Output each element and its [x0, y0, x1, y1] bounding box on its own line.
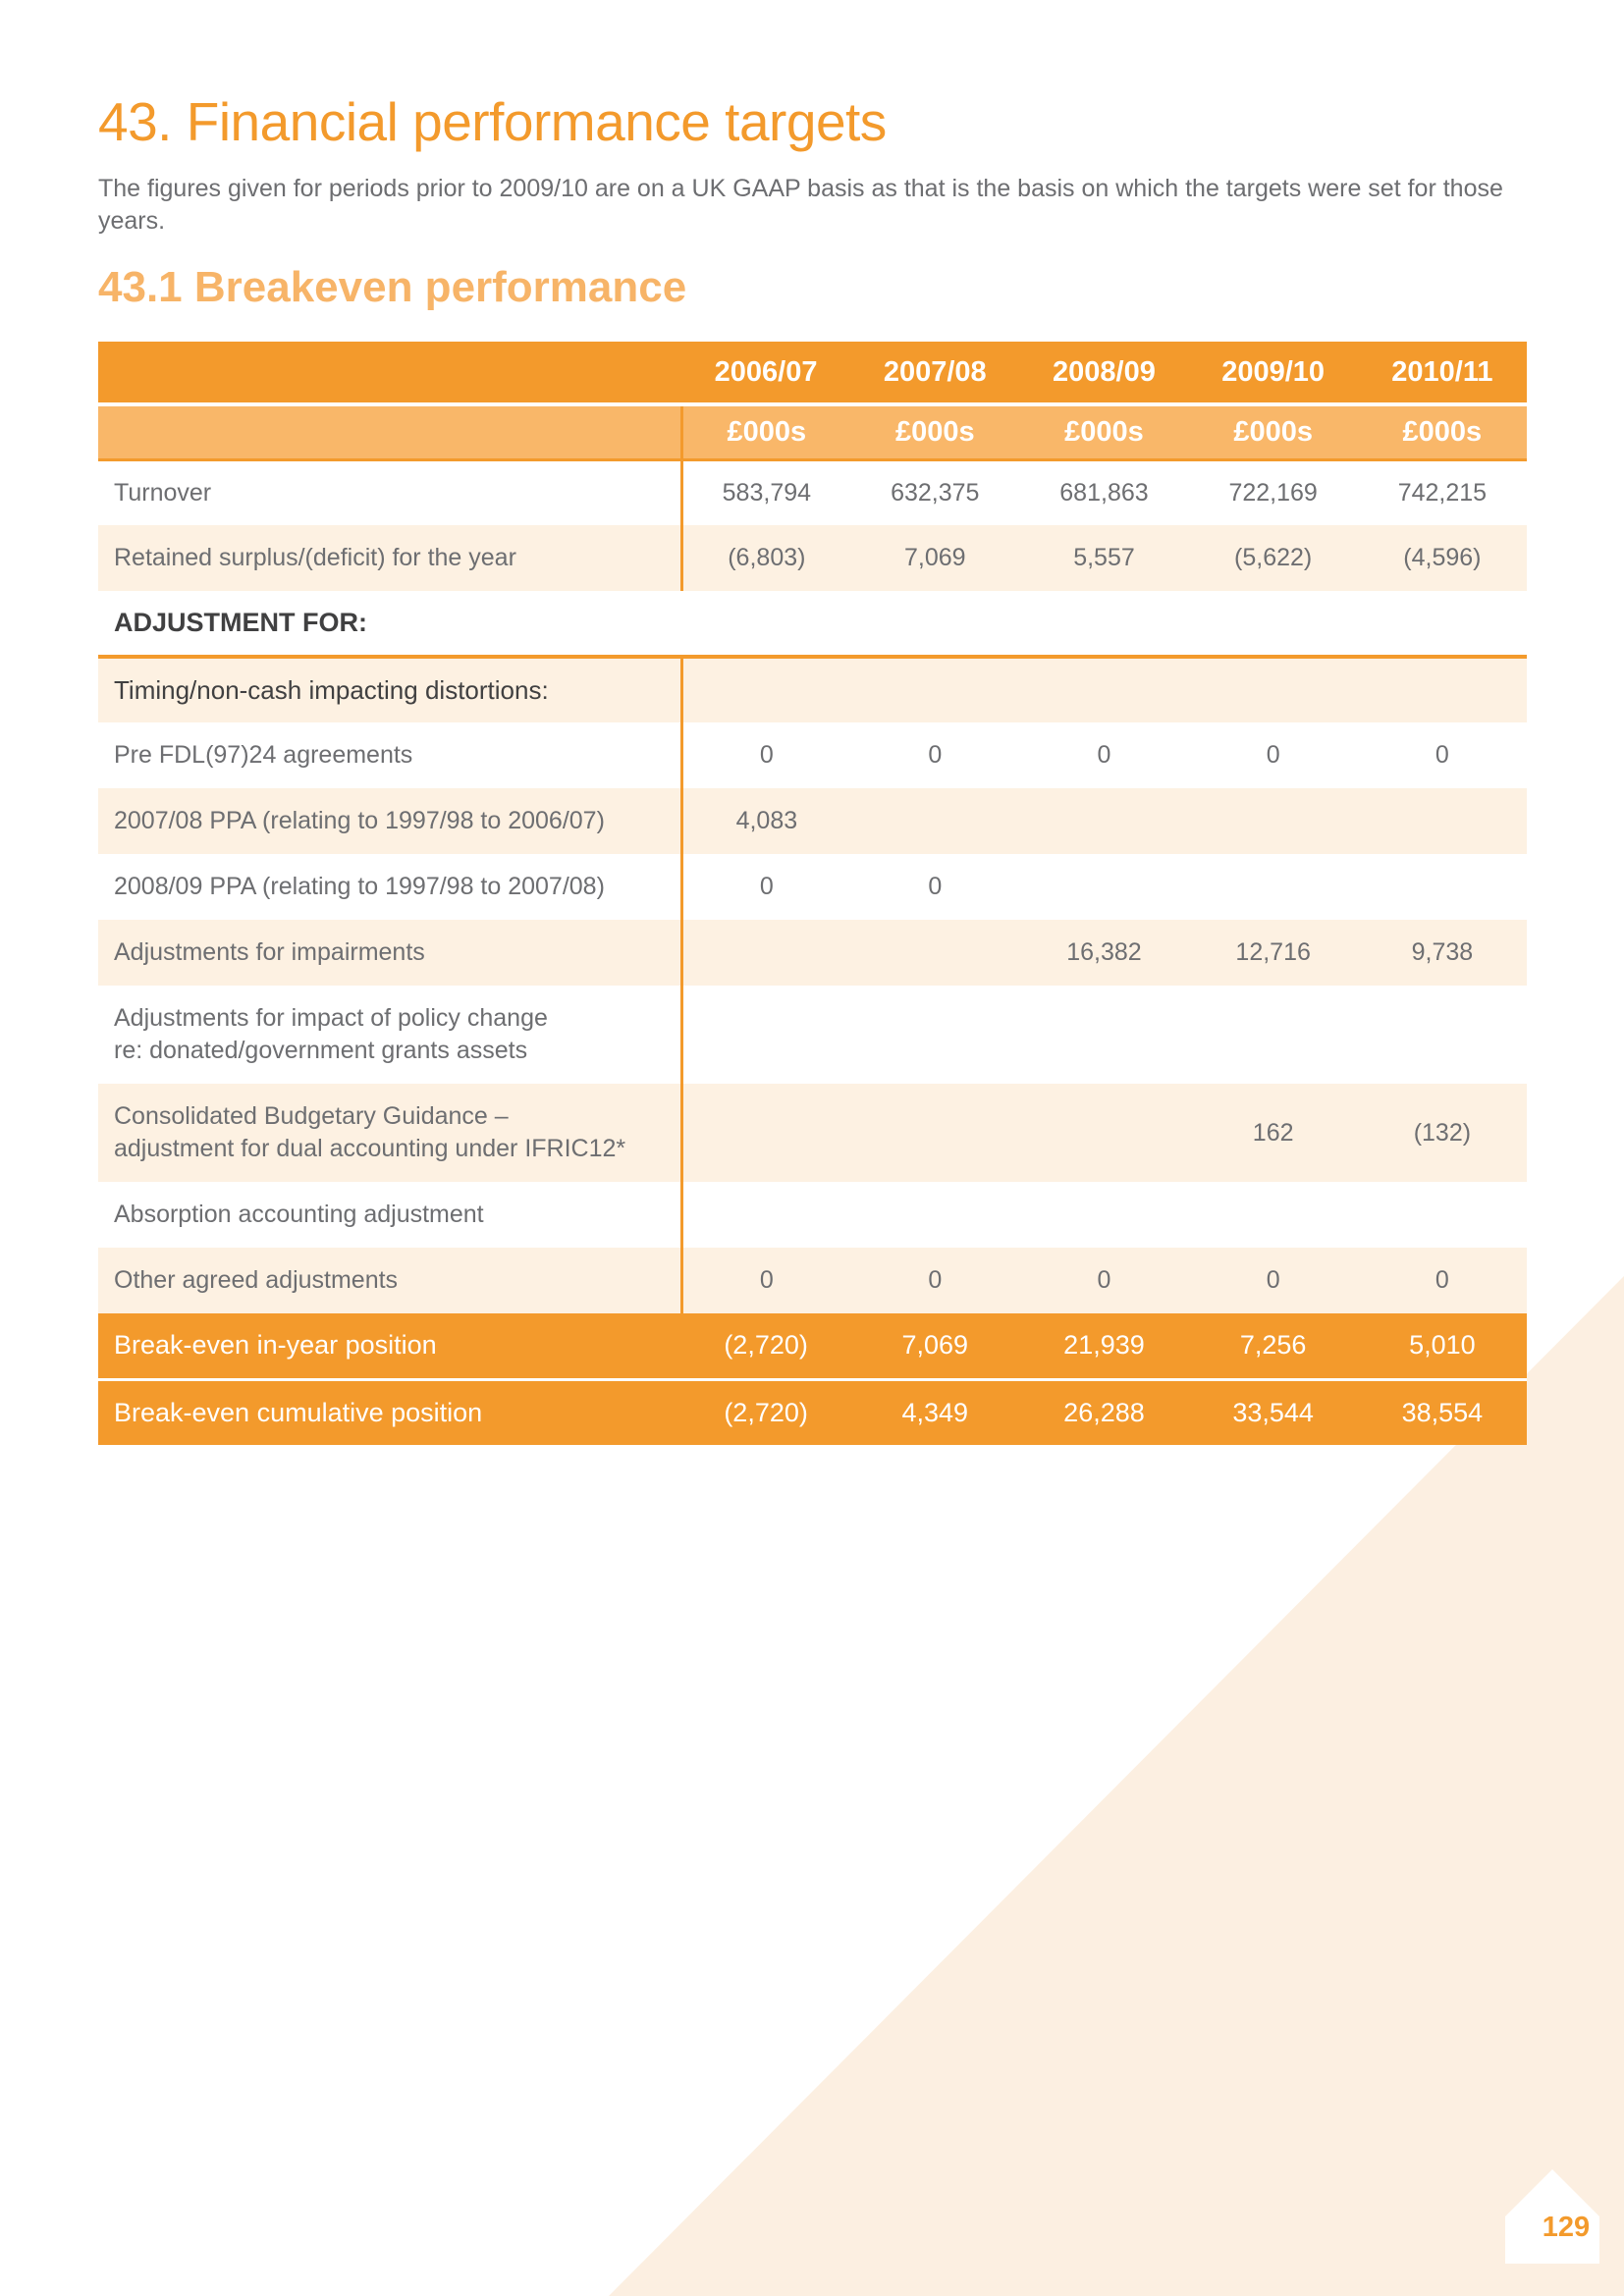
table-cell: (4,596) [1358, 525, 1527, 591]
table-cell [1019, 1182, 1188, 1248]
table-cell [1358, 788, 1527, 854]
row-turnover [98, 459, 1527, 525]
table-cell: 0 [1435, 741, 1449, 769]
row-timing [98, 657, 1527, 722]
row-label: Pre FDL(97)24 agreements [98, 722, 681, 788]
row-label-line: adjustment for dual accounting under IFRIC12* [114, 1135, 626, 1162]
breakeven-table [98, 342, 1527, 1445]
header-empty-cell [98, 342, 681, 404]
table-cell: 162 [1189, 1084, 1358, 1182]
row-cbg [98, 1084, 1527, 1182]
table-cell: 632,375 [891, 478, 980, 507]
table-cell [681, 986, 850, 1084]
table-cell: 0 [759, 741, 774, 769]
table-cell: 722,169 [1228, 478, 1318, 507]
table-cell: 0 [1019, 1248, 1188, 1313]
header-empty-cell [98, 404, 681, 459]
table-cell: 0 [681, 1248, 850, 1313]
table-cell [1358, 657, 1527, 722]
year-header: 2010/11 [1358, 342, 1527, 404]
table-cell: 12,716 [1189, 920, 1358, 986]
table-cell [1189, 986, 1358, 1084]
unit-header: £000s [1019, 404, 1188, 459]
row-breakeven-in-year [98, 1313, 1527, 1379]
row-other-adjustments [98, 1248, 1527, 1313]
table-cell [850, 788, 1019, 854]
unit-header: £000s [1358, 404, 1527, 459]
table-cell: 4,349 [850, 1379, 1019, 1445]
row-policy-change [98, 986, 1527, 1084]
row-label: Turnover [98, 459, 681, 525]
table-cell: 38,554 [1358, 1379, 1527, 1445]
table-cell: (2,720) [681, 1313, 850, 1379]
table-cell: 5,557 [1019, 525, 1188, 591]
row-label [98, 1084, 681, 1182]
row-label: Adjustments for impairments [98, 920, 681, 986]
header-units-row [98, 404, 1527, 459]
row-label: Other agreed adjustments [98, 1248, 681, 1313]
table-cell [681, 1182, 850, 1248]
row-ppa-2008 [98, 854, 1527, 920]
table-cell [1019, 788, 1188, 854]
row-breakeven-cumulative [98, 1379, 1527, 1445]
row-label-line: Adjustments for impact of policy change [114, 1004, 548, 1032]
row-label-line: re: donated/government grants assets [114, 1037, 528, 1064]
row-ppa-2007 [98, 788, 1527, 854]
table-cell: (132) [1358, 1084, 1527, 1182]
year-header: 2006/07 [681, 342, 850, 404]
table-cell: 21,939 [1019, 1313, 1188, 1379]
row-label: Break-even cumulative position [98, 1379, 681, 1445]
table-cell [1358, 986, 1527, 1084]
table-cell: 0 [1189, 1248, 1358, 1313]
table-cell: 7,069 [850, 525, 1019, 591]
table-cell [1189, 854, 1358, 920]
table-cell [850, 1182, 1019, 1248]
table-cell: 4,083 [681, 788, 850, 854]
table-cell [850, 657, 1019, 722]
row-pre-fdl [98, 722, 1527, 788]
table-cell: 0 [928, 873, 943, 900]
year-header: 2009/10 [1189, 342, 1358, 404]
table-cell: 742,215 [1397, 478, 1488, 507]
section-title: 43.1 Breakeven performance [98, 263, 687, 311]
row-adjustment-heading [98, 591, 1527, 657]
page-title: 43. Financial performance targets [98, 91, 887, 152]
table-cell: (2,720) [681, 1379, 850, 1445]
table-cell [681, 657, 850, 722]
row-impairments [98, 920, 1527, 986]
row-retained-surplus [98, 525, 1527, 591]
table-cell [681, 920, 850, 986]
row-label: Absorption accounting adjustment [98, 1182, 681, 1248]
table-cell [850, 1084, 1019, 1182]
unit-header: £000s [681, 404, 850, 459]
header-years-row [98, 342, 1527, 404]
adjustment-heading: ADJUSTMENT FOR: [98, 591, 1527, 657]
table-cell: 681,863 [1059, 478, 1149, 507]
table-cell: 0 [1358, 1248, 1527, 1313]
table-cell: 5,010 [1358, 1313, 1527, 1379]
unit-header: £000s [850, 404, 1019, 459]
table-cell: 0 [850, 1248, 1019, 1313]
table-cell: 0 [928, 741, 943, 769]
table-cell: 0 [1266, 741, 1280, 769]
table-cell [1019, 657, 1188, 722]
table-cell: (6,803) [681, 525, 850, 591]
year-header: 2007/08 [850, 342, 1019, 404]
table-cell [1189, 1182, 1358, 1248]
row-label: 2007/08 PPA (relating to 1997/98 to 2006/07) [98, 788, 681, 854]
table-cell: (5,622) [1189, 525, 1358, 591]
page-number: 129 [1542, 2212, 1591, 2243]
table-cell [1189, 788, 1358, 854]
table-cell [850, 920, 1019, 986]
table-cell: 9,738 [1358, 920, 1527, 986]
unit-header: £000s [1189, 404, 1358, 459]
table-cell: 0 [759, 873, 774, 900]
table-cell [850, 986, 1019, 1084]
table-cell [1019, 986, 1188, 1084]
row-label: Break-even in-year position [98, 1313, 681, 1379]
table-cell: 33,544 [1189, 1379, 1358, 1445]
table-cell [1019, 1084, 1188, 1182]
table-cell: 7,256 [1189, 1313, 1358, 1379]
row-label: Retained surplus/(deficit) for the year [98, 525, 681, 591]
table-cell: 0 [1097, 741, 1111, 769]
intro-paragraph: The figures given for periods prior to 2009/10 are on a UK GAAP basis as that is the basis on which the targets were set for those years. [98, 175, 1503, 235]
row-label: Timing/non-cash impacting distortions: [98, 657, 681, 722]
table-cell [1358, 1182, 1527, 1248]
table-cell [681, 1084, 850, 1182]
row-label [98, 986, 681, 1084]
year-header: 2008/09 [1019, 342, 1188, 404]
row-label: 2008/09 PPA (relating to 1997/98 to 2007/08) [98, 854, 681, 920]
table-cell: 16,382 [1019, 920, 1188, 986]
row-absorption [98, 1182, 1527, 1248]
table-cell [1019, 854, 1188, 920]
table-cell: 26,288 [1019, 1379, 1188, 1445]
table-cell: 7,069 [850, 1313, 1019, 1379]
table-cell [1189, 657, 1358, 722]
table-cell: 583,794 [722, 478, 812, 507]
row-label-line: Consolidated Budgetary Guidance – [114, 1102, 509, 1130]
table-cell [1358, 854, 1527, 920]
